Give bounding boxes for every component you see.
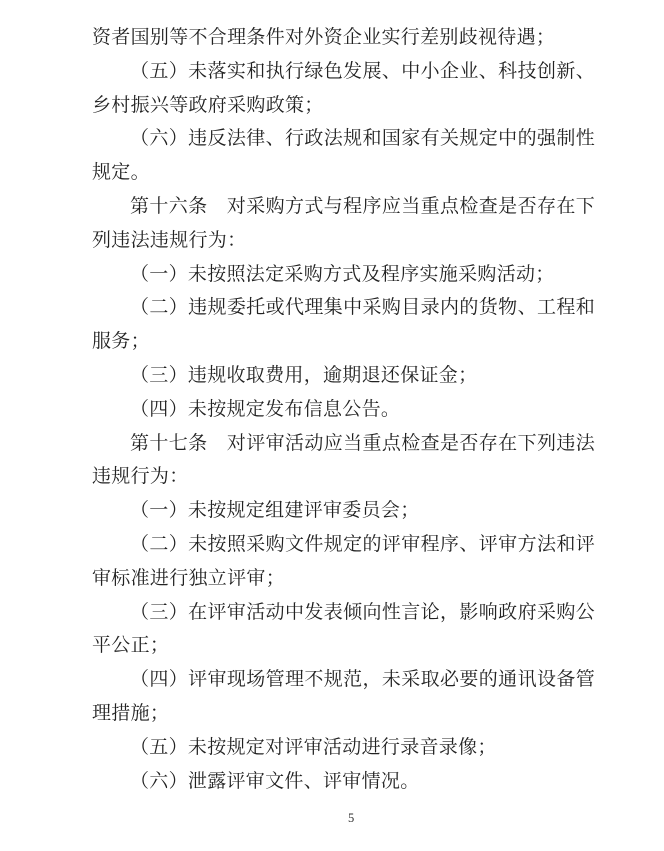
paragraph: （二）违规委托或代理集中采购目录内的货物、工程和服务； <box>92 297 595 353</box>
paragraph: （三）违规收取费用，逾期退还保证金； <box>130 364 478 386</box>
paragraph: 第十七条 对评审活动应当重点检查是否存在下列违法违规行为： <box>92 432 595 488</box>
paragraph: （四）评审现场管理不规范，未采取必要的通讯设备管理措施； <box>92 669 595 724</box>
paragraph: （二）未按照采购文件规定的评审程序、评审方法和评审标准进行独立评审； <box>92 533 595 589</box>
paragraph: （五）未按规定对评审活动进行录音录像； <box>130 736 497 758</box>
paragraph: 第十六条 对采购方式与程序应当重点检查是否存在下列违法违规行为： <box>92 195 595 251</box>
paragraph: （三）在评审活动中发表倾向性言论，影响政府采购公平公正； <box>92 601 595 657</box>
document-body <box>92 21 595 798</box>
paragraph: （一）未按照法定采购方式及程序实施采购活动； <box>130 263 555 285</box>
page-number: 5 <box>348 811 355 825</box>
paragraph: （一）未按规定组建评审委员会； <box>130 500 420 522</box>
paragraph: （六）泄露评审文件、评审情况。 <box>130 770 420 792</box>
paragraph: 资者国别等不合理条件对外资企业实行差别歧视待遇； <box>92 27 556 48</box>
paragraph: （四）未按规定发布信息公告。 <box>130 398 401 420</box>
paragraph: （六）违反法律、行政法规和国家有关规定中的强制性规定。 <box>92 128 595 184</box>
paragraph: （五）未落实和执行绿色发展、中小企业、科技创新、乡村振兴等政府采购政策； <box>92 60 595 116</box>
